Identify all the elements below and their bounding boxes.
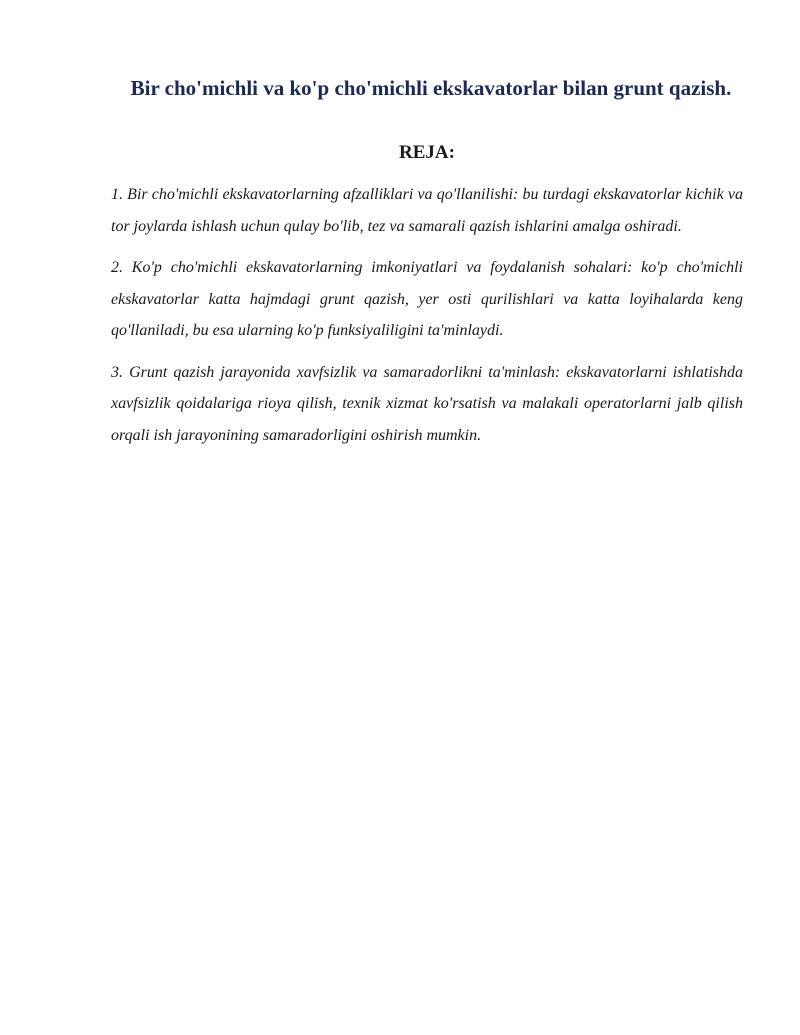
plan-list (111, 179, 743, 451)
plan-item-2: 2. Ko'p cho'michli ekskavatorlarning imkoniyatlari va foydalanish sohalari: ko'p cho'michli ekskavatorlar katta hajmdagi grunt qazish, yer osti qurilishlari va katta loyihalarda keng qo'llaniladi, bu esa ularning ko'p funksiyaliligini ta'minlaydi. (111, 259, 743, 339)
plan-item-1: 1. Bir cho'michli ekskavatorlarning afzalliklari va qo'llanilishi: bu turdagi ekskavatorlar kichik va tor joylarda ishlash uchun qulay bo'lib, tez va samarali qazish ishlarini amalga oshiradi. (111, 186, 743, 235)
document-title: Bir cho'michli va ko'p cho'michli ekskavatorlar bilan grunt qazish. (130, 76, 732, 100)
plan-item-3: 3. Grunt qazish jarayonida xavfsizlik va samaradorlikni ta'minlash: ekskavatorlarni ishlatishda xavfsizlik qoidalariga rioya qilish, texnik xizmat ko'rsatish va malakali operatorlarni jalb qilish orqali ish jarayonining samaradorligini oshirish mumkin. (111, 363, 743, 444)
plan-heading: REJA: (399, 142, 455, 163)
document-page (0, 70, 800, 1035)
